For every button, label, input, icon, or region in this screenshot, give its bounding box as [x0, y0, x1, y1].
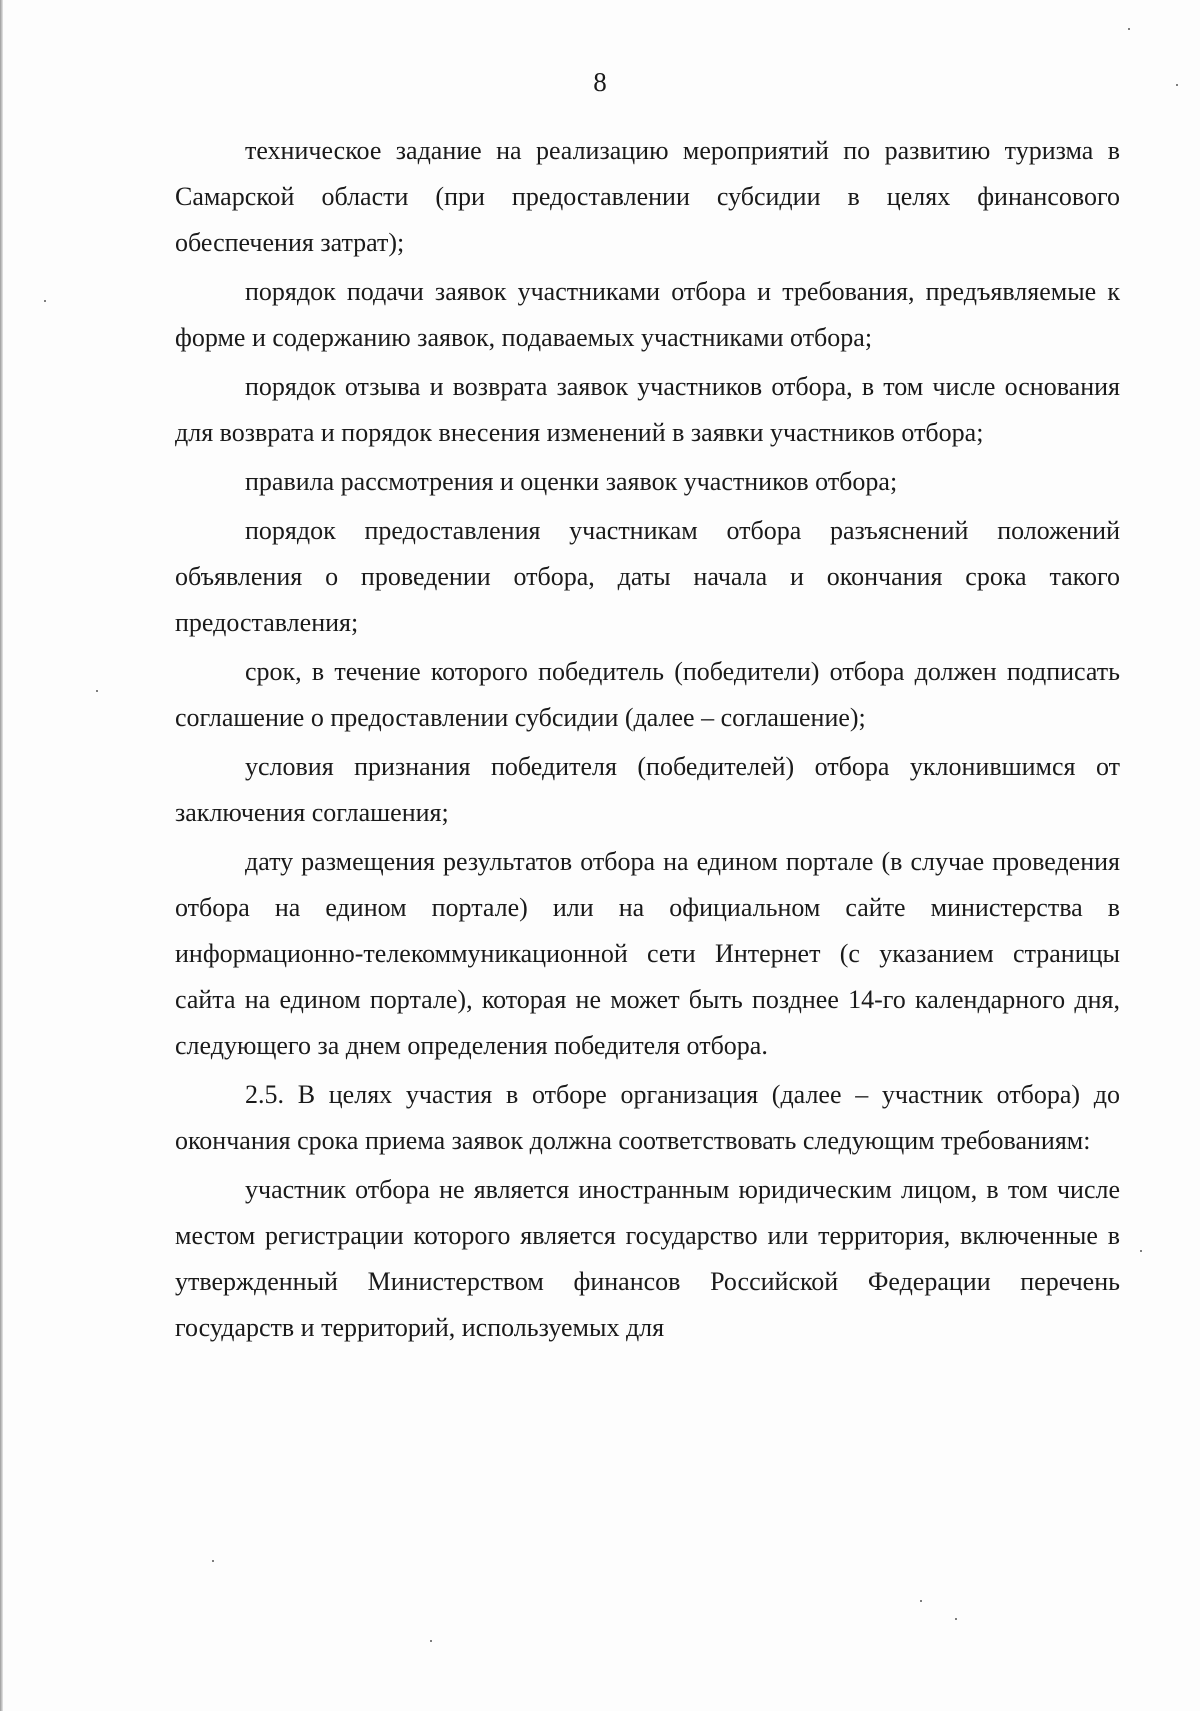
paragraph-withdrawal-order: порядок отзыва и возврата заявок участников отбора, в том числе основания для возврата и порядок внесения изменений в заявки участников отбора;	[175, 372, 1120, 447]
paragraph-technical-task: техническое задание на реализацию мероприятий по развитию туризма в Самарской области (при предоставлении субсидии в целях финансового обеспечения затрат);	[175, 136, 1120, 257]
scan-speck	[955, 1618, 957, 1620]
paragraph-section-2-5: 2.5. В целях участия в отборе организация (далее – участник отбора) до окончания срока приема заявок должна соответствовать следующим требованиям:	[175, 1080, 1120, 1155]
paragraph-submission-order: порядок подачи заявок участниками отбора и требования, предъявляемые к форме и содержанию заявок, подаваемых участниками отбора;	[175, 277, 1120, 352]
paragraph-signing-deadline: срок, в течение которого победитель (победители) отбора должен подписать соглашение о предоставлении субсидии (далее – соглашение);	[175, 657, 1120, 732]
scan-speck	[44, 300, 46, 302]
scan-speck	[920, 1600, 922, 1602]
scan-speck	[1128, 28, 1130, 30]
paragraph-review-rules: правила рассмотрения и оценки заявок участников отбора;	[245, 467, 898, 496]
scan-speck	[1176, 84, 1178, 86]
page-number: 8	[593, 67, 607, 97]
paragraph-evasion-conditions: условия признания победителя (победителей) отбора уклонившимся от заключения соглашения;	[175, 752, 1120, 827]
scan-speck	[430, 1640, 432, 1642]
paragraph-results-date: дату размещения результатов отбора на едином портале (в случае проведения отбора на едином портале) или на официальном сайте министерства в информационно-телекоммуникационной сети Интернет (с указанием страницы сайта на едином портале), которая не может быть позднее 14-го календарного дня, следующего за днем определения победителя отбора.	[175, 847, 1120, 1060]
paragraph-foreign-entity: участник отбора не является иностранным юридическим лицом, в том числе местом регистрации которого является государство или территория, включенные в утвержденный Министерством финансов Российской Федерации перечень государств и территорий, используемых для	[175, 1175, 1120, 1342]
paragraph-clarifications: порядок предоставления участникам отбора разъяснений положений объявления о проведении отбора, даты начала и окончания срока такого предоставления;	[175, 516, 1120, 637]
scan-left-edge	[0, 0, 3, 1711]
scan-speck	[212, 1560, 214, 1562]
document-body	[175, 128, 1120, 1351]
scan-speck	[96, 690, 98, 692]
scan-speck	[1140, 1250, 1142, 1252]
